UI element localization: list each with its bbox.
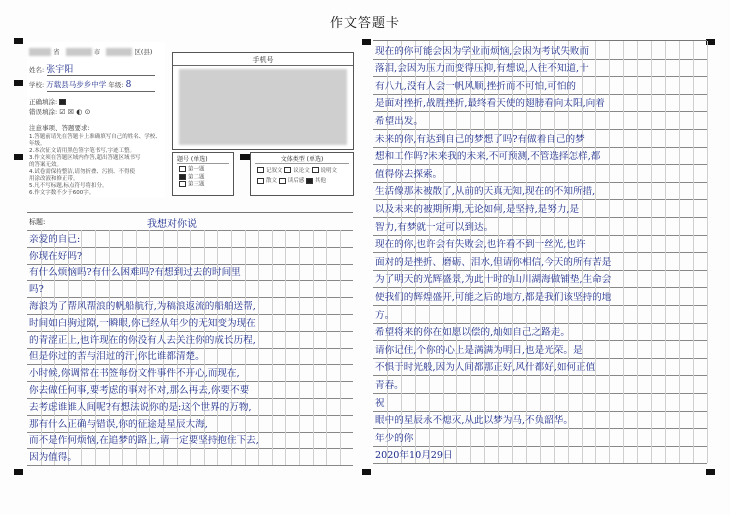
essay-line-text: 的青涩正上,也许现在的你没有人去关注你的成长历程,: [29, 334, 256, 346]
essay-line: [373, 270, 707, 289]
essay-line-text: 值得你去探索。: [375, 168, 443, 180]
essay-line-text: 你现在好吗?: [29, 250, 83, 262]
notes-title: 注意事项、答题要求:: [29, 124, 90, 132]
tihao-option-1[interactable]: 第一题: [179, 166, 205, 174]
grade-value: 8: [125, 80, 132, 90]
essay-line: [27, 381, 353, 399]
essay-line-text: 去考虑谁谁人间呢?有想法说你的是:这个世界的万物,: [29, 401, 252, 413]
registration-mark: [240, 154, 250, 160]
tihao-option-2[interactable]: 第二题: [179, 174, 205, 182]
essay-line: [373, 182, 707, 201]
essay-line: [27, 331, 353, 349]
essay-title: 我想对你说: [147, 219, 197, 230]
checkbox-icon: [284, 167, 291, 173]
essay-line-text: 年少的你: [375, 432, 414, 444]
district-suffix: 区(县): [134, 48, 153, 56]
essay-line-text: 时间如白驹过隙,一瞬眼,你已经从年少的无知变为现在: [29, 317, 256, 329]
essay-line-text: 请你记住,个你的心上是满满为明日,也是光荣。是: [375, 344, 583, 356]
wenti-option-yilun[interactable]: 议论文: [284, 168, 310, 174]
essay-line: [373, 235, 707, 254]
registration-mark: [14, 154, 23, 160]
essay-grid-left: [27, 212, 353, 465]
essay-line-text: 落泪,会因为压力而变得压抑,有想说,人往不知道,十: [375, 63, 589, 75]
essay-line-text: 面对的是挫折、磨砺、泪水,但请你相信,今天的所有苦是: [375, 256, 612, 268]
essay-line: [373, 76, 707, 95]
essay-line: [373, 147, 707, 166]
essay-line-text: 有什么烦恼吗?有什么困难吗?有想到过去的时间里: [29, 267, 241, 279]
registration-mark: [362, 469, 371, 475]
essay-line-text: 海浪为了帮风帮浪的帆船航行,为稿浪返流的船舶送帮,: [29, 300, 256, 312]
essay-line: [373, 393, 707, 412]
redacted-city: [66, 48, 92, 56]
grade-label: 年级:: [108, 81, 124, 89]
registration-mark: [14, 38, 23, 44]
school-row: [29, 81, 131, 89]
notes-list: 1.答题前请先在答题卡上准确填写自己的姓名、学校、年级。 2.本次征文请用黑色签字笔书写,字迹工整。 3.作文须在答题区域内作答,超出答题区域书写 的答案无效。 4.试卷需保持整洁,请勿折叠、污损、不得使 用涂改液和修正带。 5.凡不写标题,标点符号将扣分。 6.作文字数不少于600字。: [29, 134, 161, 196]
essay-line-text: 青春。: [375, 379, 404, 391]
checkbox-checked-icon: [306, 178, 313, 184]
wenti-option-sanwen[interactable]: 散文: [257, 178, 277, 184]
essay-line: [27, 314, 353, 332]
essay-line: [373, 59, 707, 78]
essay-line-text: 那有什么正确与错误,你的征途是星辰大海,: [29, 418, 208, 430]
checkbox-icon: [257, 167, 264, 173]
essay-line-text: 小时候,你调常在书签每份文件事件不开心,而现在,: [29, 368, 240, 380]
essay-line: [373, 305, 707, 324]
essay-line: [27, 297, 353, 315]
essay-line: [27, 280, 353, 298]
name-label: 姓名:: [29, 66, 45, 74]
city-suffix: 市: [93, 48, 101, 56]
essay-line-text: 未来的你,有达到自己的梦想了吗?有做着自己的梦: [375, 133, 585, 145]
essay-line: [373, 375, 707, 394]
checkbox-icon: [257, 178, 264, 184]
essay-line: [27, 398, 353, 416]
sheet-title: 作文答题卡: [329, 16, 400, 31]
essay-line: [373, 94, 707, 113]
essay-line: [373, 164, 707, 183]
essay-line-text: 因为值得。: [29, 452, 77, 464]
essay-line: [373, 217, 707, 236]
wenti-option-shuoming[interactable]: 说明文: [312, 168, 338, 174]
essay-line: [27, 264, 353, 282]
essay-line-text: 方。: [375, 309, 395, 321]
registration-mark: [14, 80, 23, 86]
essay-line: [373, 323, 707, 342]
name-value: 张宇阳: [46, 65, 74, 75]
essay-line-text: 为了明天的光辉盛景,为此十时的山川湖海做铺垫,生命会: [375, 274, 612, 286]
phone-label: 手机号: [252, 56, 274, 64]
essay-line-text: 你去做任何事,要考虑的事对不对,那么再去,你要不要: [29, 384, 250, 396]
redacted-district: [106, 48, 132, 56]
essay-line-text: 希望出发。: [375, 115, 423, 127]
essay-line-text: 但是你过的苦与泪过的汗,你比谁都清楚。: [29, 351, 205, 363]
essay-line-text: 是面对挫折,战胜挫折,最终看天使的翅膀看向太阳,向着: [375, 98, 605, 110]
essay-line: [27, 364, 353, 382]
essay-line-text: 吗?: [29, 284, 44, 296]
essay-line-text: 智力,有梦就一定可以到达。: [375, 221, 494, 233]
essay-line: [373, 129, 707, 148]
registration-mark: [706, 469, 715, 475]
essay-line: [373, 252, 707, 271]
school-label: 学校:: [29, 81, 45, 89]
name-row: [29, 66, 73, 74]
essay-line: [373, 411, 707, 430]
essay-line: [27, 448, 353, 466]
essay-line: [373, 358, 707, 377]
redacted-phone-grid: [179, 69, 347, 145]
essay-line-text: 以及未来的被期所期,无论如何,是坚持,是努力,是: [375, 203, 580, 215]
essay-line-text: 现在的你可能会因为学业而烦恼,会因为考试失败而: [375, 45, 590, 57]
essay-line: [373, 287, 707, 306]
essay-line: [27, 415, 353, 433]
checkbox-checked-icon: [179, 174, 186, 180]
essay-line-text: 亲爱的自己:: [29, 233, 81, 245]
wenti-box: [250, 152, 354, 196]
wrong-fill-row: [29, 108, 90, 116]
registration-mark: [362, 39, 371, 45]
filled-box-icon: [59, 99, 66, 105]
wenti-label: 文体类型 (单选): [280, 156, 324, 163]
wrong-fill-examples-icon: ☑ ☒ ◐ ⊙: [59, 108, 91, 116]
info-panel: [27, 42, 165, 197]
essay-line: [27, 247, 353, 265]
registration-mark: [14, 469, 23, 475]
essay-grid-right: [373, 40, 707, 465]
essay-line: [27, 230, 353, 248]
essay-line-text: 现在的你,也许会有失败会,也许看不到一丝光,也许: [375, 239, 586, 251]
essay-line-text: 想和工作吗?未来我的未来,不可预测,不管选择怎样,都: [375, 151, 601, 163]
essay-line: [373, 428, 707, 447]
checkbox-icon: [179, 166, 186, 172]
tihao-option-3[interactable]: 第三题: [179, 181, 205, 189]
wenti-option-qita[interactable]: 其他: [306, 178, 326, 184]
essay-line: [373, 340, 707, 359]
essay-line-text: 祝: [375, 397, 385, 409]
essay-line: [27, 348, 353, 366]
wrong-fill-label: 错误填涂:: [29, 108, 58, 116]
redacted-province: [29, 48, 51, 56]
essay-line: [373, 111, 707, 130]
essay-line-text: 而不是作何烦恼,在追梦的路上,请一定要坚持抱住下去,: [29, 435, 259, 447]
checkbox-icon: [279, 178, 286, 184]
phone-panel: [172, 52, 354, 150]
essay-line-text: 使我们的辉煌盛开,可能之后的地方,都是我们该坚持的地: [375, 291, 612, 303]
essay-line-text: 生活像那未被散了,从前的天真无知,现在的不知所措,: [375, 186, 596, 198]
essay-line: [373, 41, 707, 60]
tihao-box: [172, 152, 234, 196]
essay-line-text: 眼中的星辰永不熄灭,从此以梦为马,不负韶华。: [375, 415, 573, 427]
wenti-option-duhougan[interactable]: 读后感: [279, 178, 305, 184]
school-value: 万载县马步乡中学: [46, 80, 107, 89]
essay-line-text: 希望将来的你在如愿以偿的,灿如自己之路走。: [375, 327, 570, 339]
checkbox-icon: [312, 167, 319, 173]
essay-line-text: 不惧于时光般,因为人间都那正好,风什都好,如何正值: [375, 362, 596, 374]
essay-line: [373, 446, 707, 465]
essay-title-row: [27, 213, 353, 231]
checkbox-icon: [179, 181, 186, 187]
essay-title-label: 标题:: [29, 218, 46, 226]
province-suffix: 省: [53, 48, 60, 56]
essay-line-text: 有八九,没有人会一帆风顺,挫折而不可怕,可怕的: [375, 80, 577, 92]
essay-line-text: 2020年10月29日: [375, 450, 453, 462]
correct-fill-row: [29, 98, 68, 106]
tihao-label: 题号 (单选): [177, 156, 208, 163]
correct-fill-label: 正确填涂:: [29, 98, 58, 106]
wenti-option-jixu[interactable]: 记叙文: [257, 168, 283, 174]
essay-line: [373, 199, 707, 218]
essay-line: [27, 432, 353, 450]
